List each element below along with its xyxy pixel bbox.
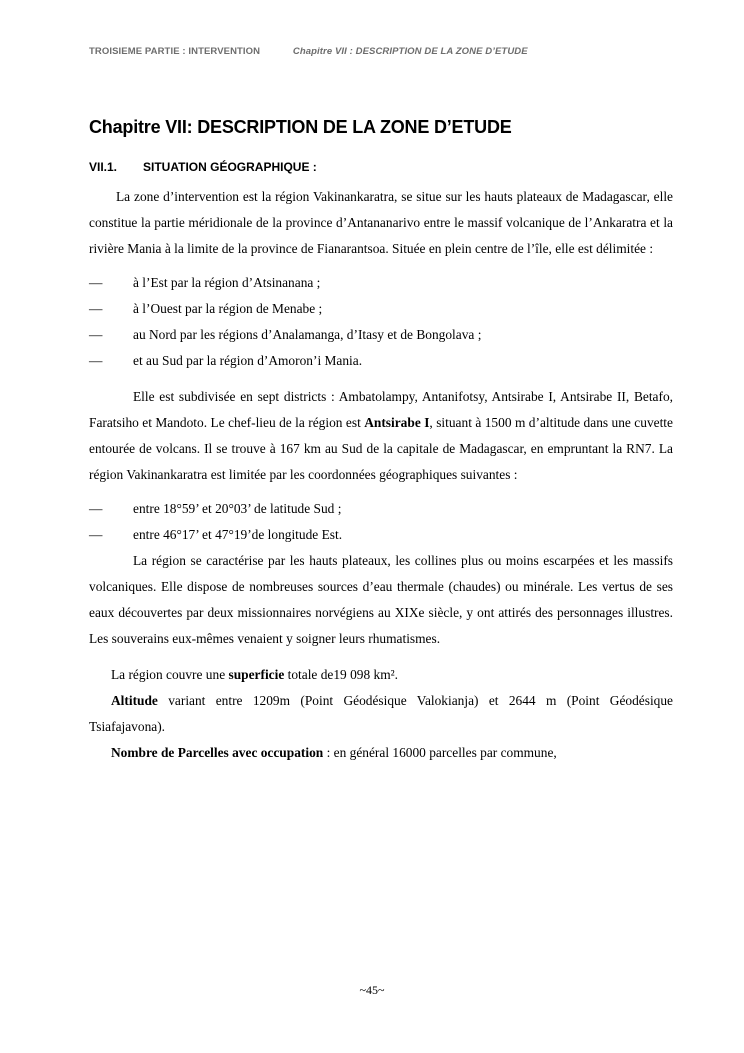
dash-bullet: — — [89, 527, 103, 542]
list-item: — entre 46°17’ et 47°19’de longitude Est. — [89, 522, 673, 548]
coordinates-list — [89, 496, 673, 548]
dash-bullet: — — [89, 327, 103, 342]
list-item: — à l’Ouest par la région de Menabe ; — [89, 296, 673, 322]
list-item: — à l’Est par la région d’Atsinanana ; — [89, 270, 673, 296]
altitude-line: Altitude variant entre 1209m (Point Géodésique Valokianja) et 2644 m (Point Géodésique Tsiafajavona). — [89, 693, 673, 734]
page-number: ~45~ — [359, 983, 385, 997]
characteristics-paragraph: La région se caractérise par les hauts plateaux, les collines plus ou moins escarpées et les massifs volcaniques. Elle dispose de nombreuses sources d’eau thermale (chaudes) ou minérale. Les vertus de ses eaux découvertes par deux missionnaires norvégiens au XIXe siècle, y ont attirés des personnages illustres. Les souverains eux-mêmes venaient y soigner leurs rhumatismes. — [89, 553, 673, 646]
running-header — [89, 46, 689, 57]
boundary-list — [89, 270, 673, 374]
list-item: — au Nord par les régions d’Analamanga, d’Itasy et de Bongolava ; — [89, 322, 673, 348]
dash-bullet: — — [89, 501, 103, 516]
list-item: — entre 18°59’ et 20°03’ de latitude Sud ; — [89, 496, 673, 522]
list-item: — et au Sud par la région d’Amoron’i Mania. — [89, 348, 673, 374]
header-part-label: TROISIEME PARTIE : INTERVENTION — [89, 46, 261, 57]
superficie-line: La région couvre une superficie totale de19 098 km². — [111, 667, 399, 682]
dash-bullet: — — [89, 275, 103, 290]
capital-name: Antsirabe I — [364, 415, 430, 430]
body-text — [89, 184, 673, 766]
dash-bullet: — — [89, 353, 103, 368]
header-chapter-label: Chapitre VII : DESCRIPTION DE LA ZONE D’ETUDE — [292, 46, 528, 57]
dash-bullet: — — [89, 301, 103, 316]
intro-paragraph: La zone d’intervention est la région Vakinankaratra, se situe sur les hauts plateaux de Madagascar, elle constitue la partie méridionale de la province d’Antananarivo entre le massif volcanique de l’Ankaratra et la rivière Mania à la limite de la province de Fianarantsoa. Située en plein centre de l’île, elle est délimitée : — [89, 189, 673, 256]
section-number: VII.1. — [89, 160, 118, 174]
districts-paragraph: Elle est subdivisée en sept districts : Ambatolampy, Antanifotsy, Antsirabe I, Antsirabe II, Betafo, Faratsiho et Mandoto. Le chef-lieu de la région est Antsirabe I, situant à 1500 m d’altitude dans une cuvette entourée de volcans. Il se trouve à 167 km au Sud de la capitale de Madagascar, en empruntant la RN7. La région Vakinankaratra est limitée par les coordonnées géographiques suivantes : — [89, 389, 673, 482]
section-heading — [89, 160, 317, 174]
section-title: SITUATION GÉOGRAPHIQUE : — [143, 160, 317, 174]
parcelles-line: Nombre de Parcelles avec occupation : en général 16000 parcelles par commune, — [111, 745, 557, 760]
chapter-title: Chapitre VII: DESCRIPTION DE LA ZONE D’ETUDE — [89, 117, 512, 137]
